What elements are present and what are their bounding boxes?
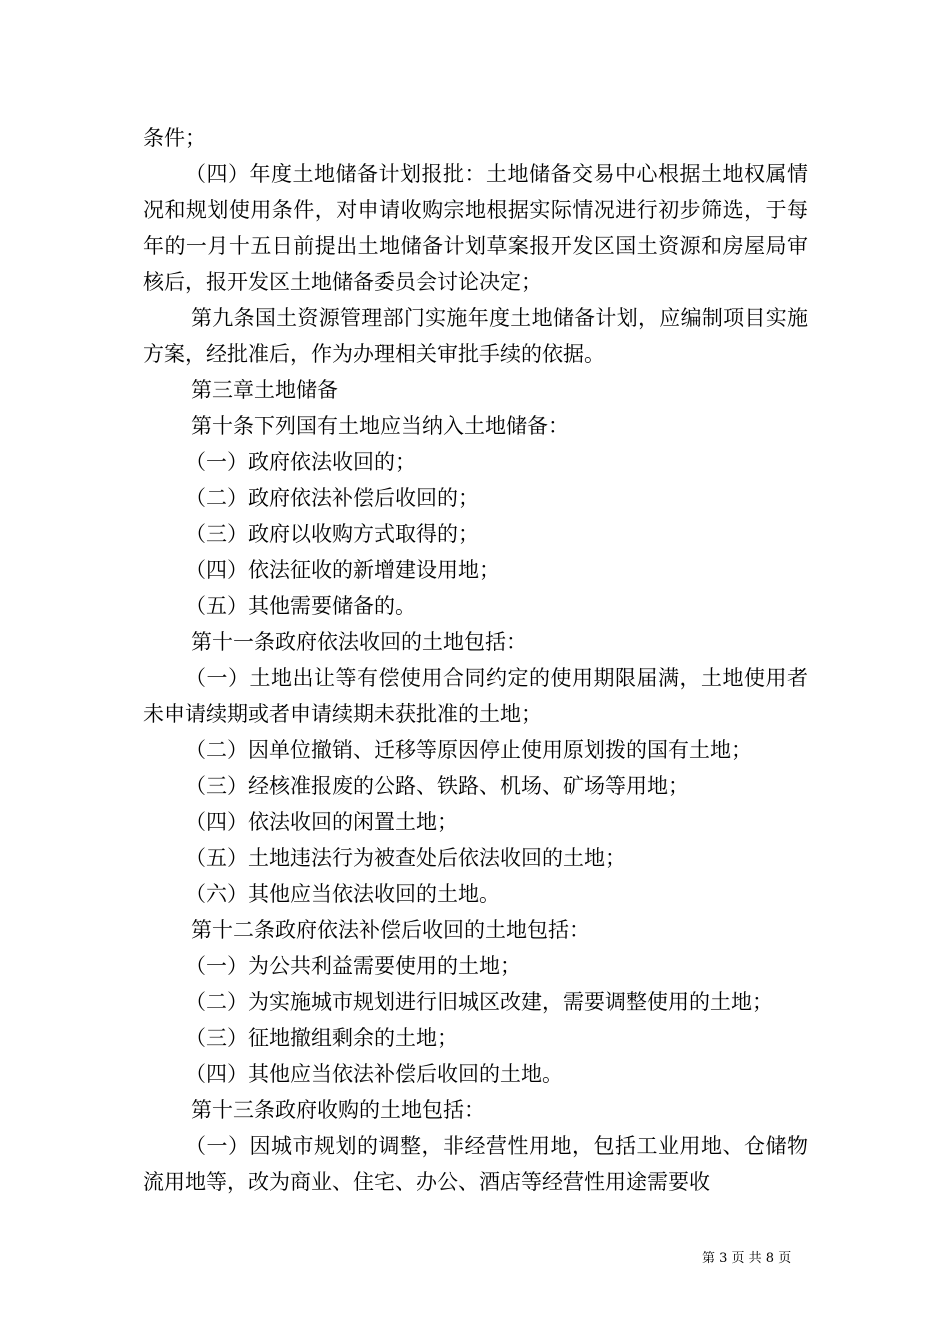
document-body: [143, 120, 808, 1200]
article-12: 第十二条政府依法补偿后收回的土地包括：: [191, 918, 590, 942]
article-12-item-4: （四）其他应当依法补偿后收回的土地。: [185, 1062, 563, 1086]
article-13-item-1: （一）因城市规划的调整，非经营性用地，包括工业用地、仓储物流用地等，改为商业、住宅、办公、酒店等经营性用途需要收: [143, 1134, 808, 1194]
article-9: 第九条国土资源管理部门实施年度土地储备计划，应编制项目实施方案，经批准后，作为办理相关审批手续的依据。: [143, 306, 808, 366]
article-10-item-2: （二）政府依法补偿后收回的；: [185, 486, 479, 510]
page-number-footer: 第 3 页 共 8 页: [702, 1251, 792, 1266]
article-13: 第十三条政府收购的土地包括：: [191, 1098, 485, 1122]
article-11-item-1: （一）土地出让等有偿使用合同约定的使用期限届满，土地使用者未申请续期或者申请续期未获批准的土地；: [143, 666, 808, 726]
article-12-item-1: （一）为公共利益需要使用的土地；: [185, 954, 521, 978]
article-10-item-3: （三）政府以收购方式取得的；: [185, 522, 479, 546]
article-11: 第十一条政府依法收回的土地包括：: [191, 630, 527, 654]
article-11-item-6: （六）其他应当依法收回的土地。: [185, 882, 500, 906]
article-10-item-5: （五）其他需要储备的。: [185, 594, 416, 618]
article-12-item-3: （三）征地撤组剩余的土地；: [185, 1026, 458, 1050]
paragraph-conditions-end: 条件；: [143, 126, 206, 150]
article-11-item-5: （五）土地违法行为被查处后依法收回的土地；: [185, 846, 626, 870]
article-10: 第十条下列国有土地应当纳入土地储备：: [191, 414, 569, 438]
article-10-item-4: （四）依法征收的新增建设用地；: [185, 558, 500, 582]
article-11-item-2: （二）因单位撤销、迁移等原因停止使用原划拨的国有土地；: [185, 738, 752, 762]
chapter-3-heading: 第三章土地储备: [191, 378, 338, 402]
article-12-item-2: （二）为实施城市规划进行旧城区改建，需要调整使用的土地；: [185, 990, 773, 1014]
article-11-item-3: （三）经核准报废的公路、铁路、机场、矿场等用地；: [185, 774, 689, 798]
article-11-item-4: （四）依法收回的闲置土地；: [185, 810, 458, 834]
paragraph-annual-plan-approval: （四）年度土地储备计划报批：土地储备交易中心根据土地权属情况和规划使用条件，对申请收购宗地根据实际情况进行初步筛选，于每年的一月十五日前提出土地储备计划草案报开发区国土资源和房屋局审核后，报开发区土地储备委员会讨论决定；: [143, 162, 808, 294]
article-10-item-1: （一）政府依法收回的；: [185, 450, 416, 474]
